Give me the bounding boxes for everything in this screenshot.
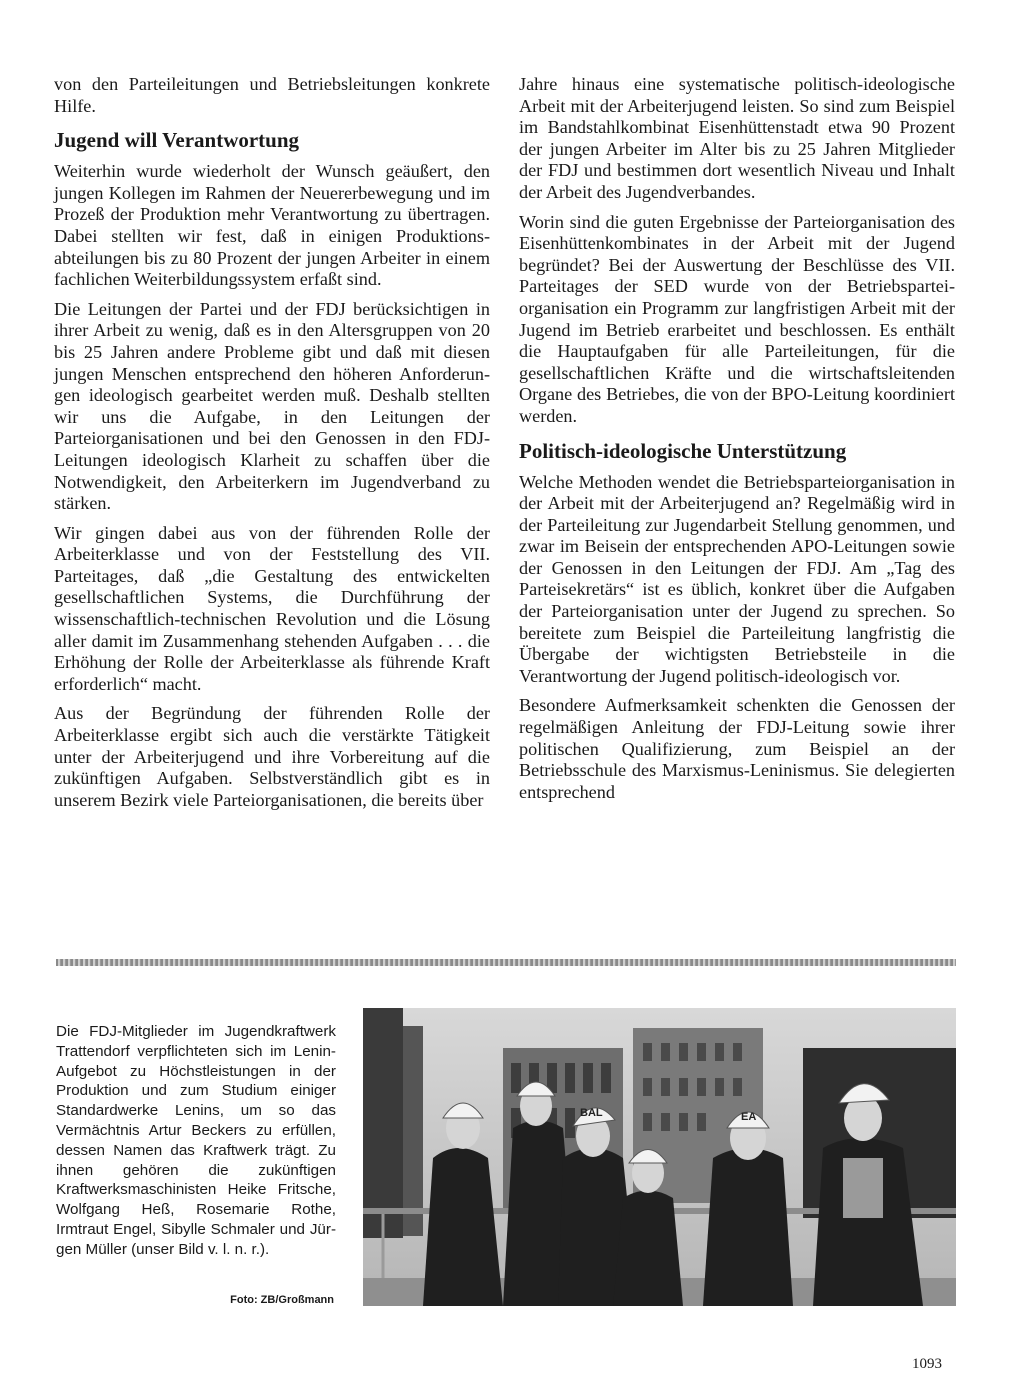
checked-shirt [843,1158,883,1218]
paragraph: Aus der Begründung der führenden Rolle der Arbeiterklasse ergibt sich auch die verstärkte Tätigkeit unter der Arbeiterjugend und ihre Vorbereitung auf die zukünftigen Aufgaben. Selbstverständlich gibt es in unserem Bezirk viele Parteiorganisationen, die bereits über [54,703,490,810]
photo [363,1008,956,1306]
paragraph: Welche Methoden wendet die Betriebsparteiorganisation in der Arbeit mit der Arbeiterjugend an? Regelmäßig wird in der Parteileitung zur Jugendarbeit Stellung genommen, und zwar im Beisein der entsprechenden APO-Leitungen sowie der Genossen in den Leitungen der FDJ. Am „Tag des Parteisekretärs“ ist es üblich, konkret über die Aufgaben der Parteiorganisation unter der Jugend zu sprechen. So bereitete zum Beispiel die Parteileitung langfristig die Übergabe der wichtigsten Betriebsteile in die Verantwortung der Jugend politisch-ideologisch vor. [519,471,955,686]
page-number: 1093 [912,1356,942,1372]
building-left [363,1008,403,1238]
paragraph: Die Leitungen der Partei und der FDJ berücksichtigen in ihrer Arbeit zu wenig, daß es in den Altersgruppen von 20 bis 25 Jahren andere Probleme gibt und daß mit diesen jungen Menschen entsprechend den höheren Anforderungen ideologisch gearbeitet werden muß. Deshalb stellten wir uns die Aufgabe, in den Leitungen der Parteiorganisationen und bei den Genossen in den FDJ-Leitungen ideologisch Klarheit zu schaffen über die Notwendigkeit, den Arbeiterkern im Jugendverband zu stärken. [54,298,490,514]
paragraph: Weiterhin wurde wiederholt der Wunsch geäußert, den jungen Kollegen im Rahmen der Neuererbewegung und im Prozeß der Produktion mehr Verantwortung zu übertragen. Dabei stellten wir fest, daß in einigen Produktionsabteilungen bis zu 80 Prozent der jungen Arbeiter in einem fachlichen Weiterbildungssystem erfaßt sind. [54,161,490,290]
paragraph: Worin sind die guten Ergebnisse der Parteiorganisation des Eisenhüttenkombinates in der Arbeit mit der Jugend begründet? Bei der Auswertung der Beschlüsse des VII. Parteitages der SED wurde von der Betriebsparteiorganisation ein Programm zur langfristigen Arbeit mit der Jugend im Betrieb erarbeitet und beschlossen. Es enthält die Hauptaufgaben für alle Parteileitungen, für die gesellschaftlichen Kräfte und die wirtschaftsleitenden Organe des Betriebes, die von der BPO-Leitung koordiniert werden. [519,211,955,426]
paragraph: von den Parteileitungen und Betriebsleitungen konkrete Hilfe. [54,74,490,116]
paragraph: Wir gingen dabei aus von der führenden Rolle der Arbeiterklasse und von der Feststellung des VII. Parteitages, daß „die Gestaltung des entwickelten gesellschaftlichen Systems, die Durchführung der wissenschaftlich-technischen Revolution und die Lösung aller damit im Zusammenhang stehenden Aufgaben . . . die Erhöhung der Rolle der Arbeiterklasse als führende Kraft erforderlich“ macht. [54,522,490,694]
helmet-label: BAL [580,1107,603,1119]
paragraph: Besondere Aufmerksamkeit schenkten die Genossen der regelmäßigen Anleitung der FDJ-Leitung sowie ihrer politischen Qualifizierung, zum Beispiel an der Betriebsschule des Marxismus-Leninismus. Sie delegierten entsprechend [519,695,955,802]
photo-caption: Die FDJ-Mitglieder im Jugendkraftwerk Trattendorf verpflichteten sich im Lenin-Aufgebot zu Höchstleistungen in der Produktion und zum Studium einiger Standardwerke Lenins, um so das Vermächtnis Artur Beckers zu erfüllen, dessen Namen das Kraftwerk trägt. Zu ihnen gehören die zukünftigen Kraftwerksmaschinisten Heike Fritsche, Wolfgang Heß, Rosemarie Rothe, Irmtraut Engel, Sibylle Schmaler und Jürgen Müller (unser Bild v. l. n. r.). [56,1023,336,1258]
section-divider [56,959,956,966]
photo-credit: Foto: ZB/Großmann [230,1294,334,1306]
section-heading: Politisch-ideologische Unterstützung [519,438,847,463]
helmet-label: EA [741,1111,757,1123]
right-column [519,74,955,811]
paragraph: Jahre hinaus eine systematische politisch-ideologische Arbeit mit der Arbeiterjugend leisten. So sind zum Beispiel im Bandstahlkombinat Eisenhüttenstadt etwa 90 Prozent der jungen Arbeiter im Alter bis zu 25 Jahren Mitglieder der FDJ und bestimmen dort wesentlich Niveau und Inhalt der Arbeit des Jugendverbandes. [519,74,955,202]
section-heading: Jugend will Verantwortung [54,128,300,153]
left-column [54,74,490,819]
